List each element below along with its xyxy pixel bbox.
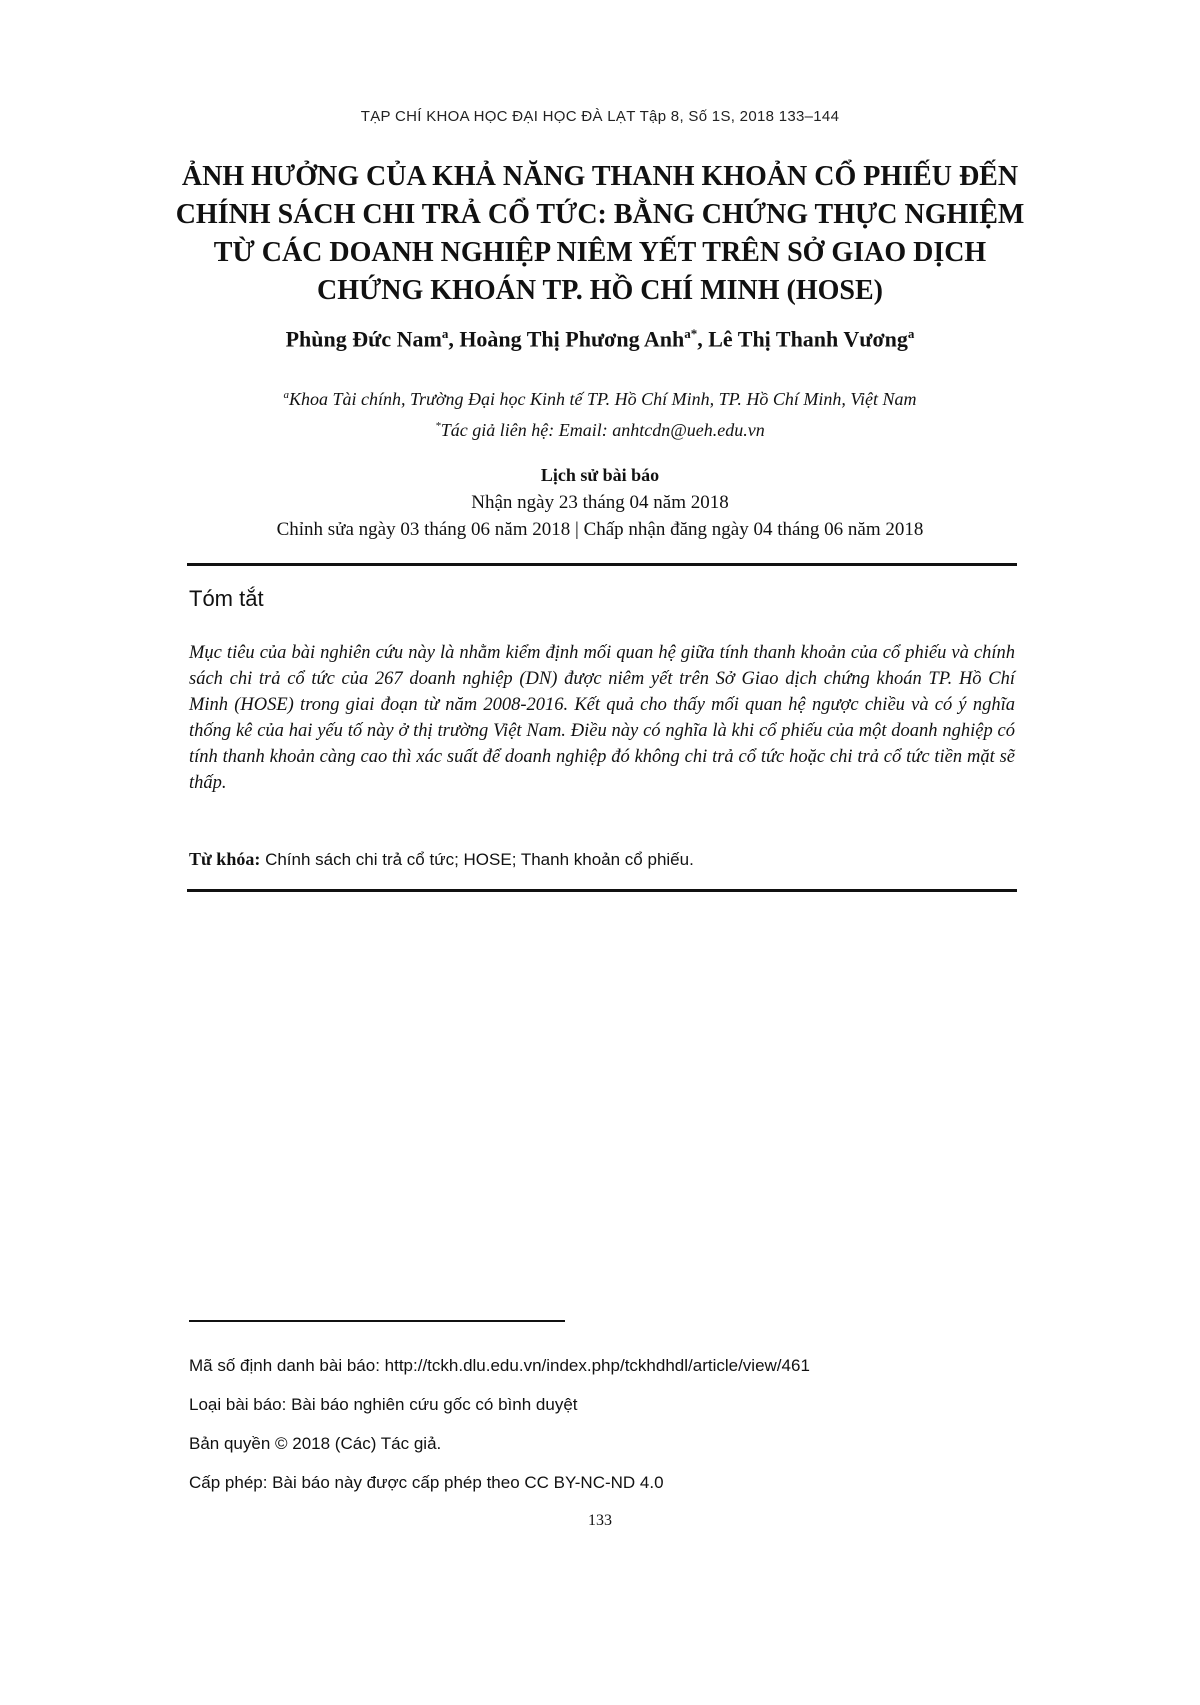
- keywords-text: Chính sách chi trả cổ tức; HOSE; Thanh khoản cổ phiếu.: [265, 850, 694, 869]
- article-history-title: Lịch sử bài báo: [540, 465, 660, 485]
- author-name: Lê Thị Thanh Vương: [708, 326, 908, 352]
- abstract-top-rule: [187, 563, 1017, 566]
- author-separator: ,: [697, 326, 709, 352]
- keywords-label: Từ khóa:: [189, 849, 261, 869]
- abstract-heading: Tóm tắt: [189, 586, 264, 611]
- keywords: [189, 849, 1015, 870]
- footnote-article-type: Loại bài báo: Bài báo nghiên cứu gốc có bình duyệt: [189, 1395, 578, 1414]
- footnotes: [189, 1346, 1089, 1502]
- footnote-license: Cấp phép: Bài báo này được cấp phép theo CC BY-NC-ND 4.0: [189, 1473, 664, 1492]
- author-affiliation-mark: a: [441, 326, 449, 341]
- affiliations: [0, 382, 1200, 444]
- footnote-rule: [189, 1320, 565, 1322]
- paper-title: [110, 158, 1090, 310]
- title-line: CHÍNH SÁCH CHI TRẢ CỔ TỨC: BẰNG CHỨNG THỰC NGHIỆM: [175, 199, 1025, 230]
- received-date: Nhận ngày 23 tháng 04 năm 2018: [471, 492, 729, 513]
- journal-header: TẠP CHÍ KHOA HỌC ĐẠI HỌC ĐÀ LẠT Tập 8, Số 1S, 2018 133–144: [360, 108, 840, 125]
- abstract-bottom-rule: [187, 889, 1017, 892]
- author-name: Hoàng Thị Phương Anh: [459, 326, 685, 352]
- author-affiliation-mark: a: [907, 326, 915, 341]
- author-list: [0, 326, 1200, 352]
- affiliation-line: $^a$Khoa Tài chính, Trường Đại học Kinh tế TP. Hồ Chí Minh, TP. Hồ Chí Minh, Việt Nam: [283, 389, 917, 409]
- title-line: ẢNH HƯỞNG CỦA KHẢ NĂNG THANH KHOẢN CỔ PHIẾU ĐẾN: [181, 161, 1019, 192]
- title-line: CHỨNG KHOÁN TP. HỒ CHÍ MINH (HOSE): [316, 275, 883, 306]
- footnote-article-id[interactable]: Mã số định danh bài báo: http://tckh.dlu.edu.vn/index.php/tckhdhdl/article/view/461: [189, 1356, 810, 1375]
- author-separator: ,: [448, 326, 460, 352]
- author-affiliation-mark: a*: [684, 326, 698, 341]
- page-number: 133: [588, 1512, 612, 1529]
- title-line: TỪ CÁC DOANH NGHIỆP NIÊM YẾT TRÊN SỞ GIAO DỊCH: [213, 237, 987, 268]
- author-name: Phùng Đức Nam: [285, 326, 442, 352]
- article-history: [0, 462, 1200, 543]
- corresponding-author-line: *Tác giả liên hệ: Email: anhtcdn@ueh.edu.vn: [435, 420, 765, 440]
- revised-accepted-dates: Chỉnh sửa ngày 03 tháng 06 năm 2018 | Chấp nhận đăng ngày 04 tháng 06 năm 2018: [276, 519, 924, 540]
- footnote-copyright: Bản quyền © 2018 (Các) Tác giả.: [189, 1434, 442, 1453]
- corresponding-email[interactable]: Tác giả liên hệ: Email: anhtcdn@ueh.edu.vn: [440, 420, 765, 440]
- abstract-body: Mục tiêu của bài nghiên cứu này là nhằm kiểm định mối quan hệ giữa tính thanh khoản của cổ phiếu và chính sách chi trả cổ tức của 267 doanh nghiệp (DN) được niêm yết trên Sở Giao dịch chứng khoán TP. Hồ Chí Minh (HOSE) trong giai đoạn từ năm 2008-2016. Kết quả cho thấy mối quan hệ ngược chiều và có ý nghĩa thống kê của hai yếu tố này ở thị trường Việt Nam. Điều này có nghĩa là khi cổ phiếu của một doanh nghiệp có tính thanh khoản càng cao thì xác suất để doanh nghiệp đó không chi trả cổ tức hoặc chi trả cổ tức tiền mặt sẽ thấp.: [189, 643, 1015, 793]
